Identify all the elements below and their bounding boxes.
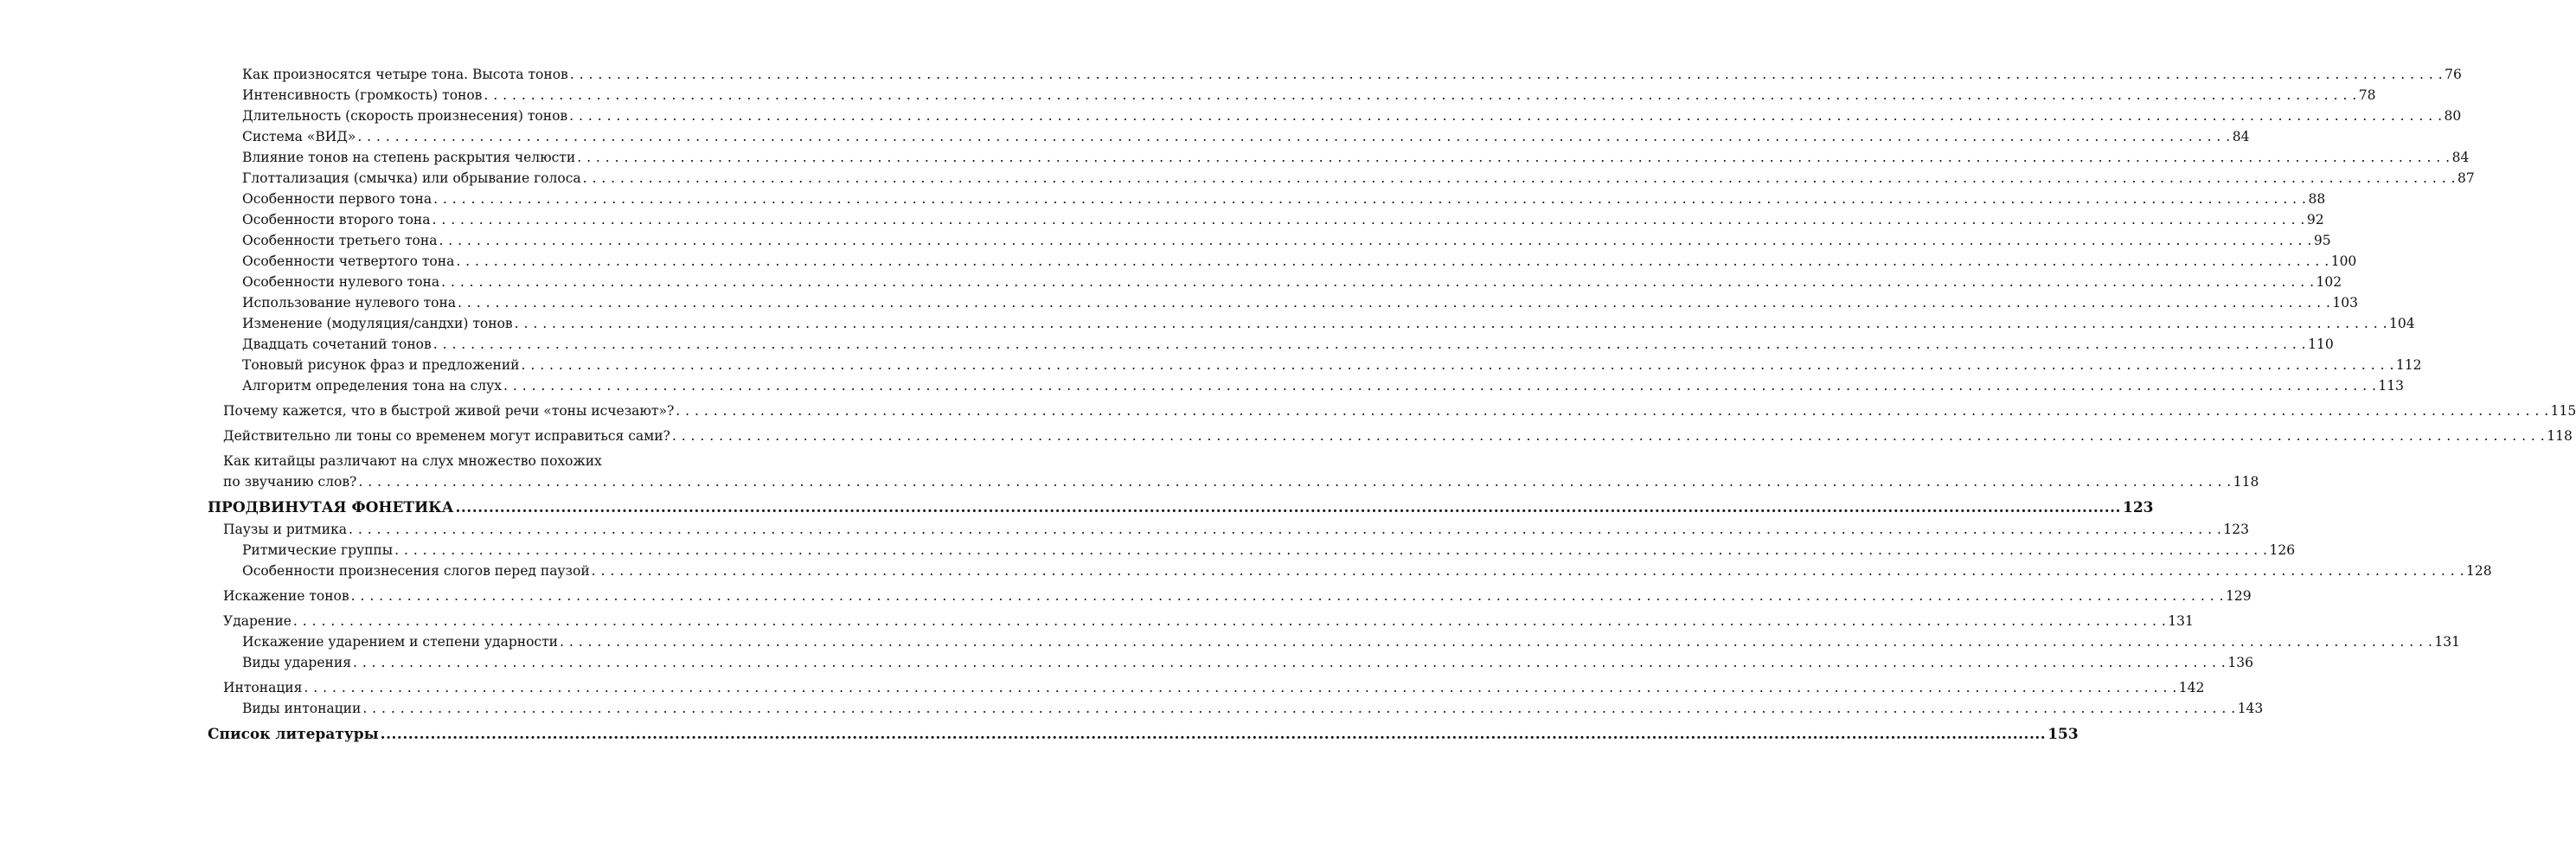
toc-entry-title: Двадцать сочетаний тонов: [242, 336, 432, 352]
toc-entry-page: 143: [2237, 701, 2264, 716]
toc-entry[interactable]: [208, 168, 2475, 189]
toc-entry-title: Особенности нулевого тона: [242, 274, 440, 290]
toc-entry[interactable]: [208, 631, 2460, 652]
toc-entry[interactable]: [208, 313, 2415, 334]
toc-entry-title: Искажение ударением и степени ударности: [242, 634, 558, 650]
toc-entry-title: Влияние тонов на степень раскрытия челюсти: [242, 150, 576, 165]
dot-leader: . . . . . . . . . . . . . . . . . . . . . . . . . . . . . . . . . . . . . . . . . . . . . . . . . . . . . . . . . . . . . . . . . . . . . . . . . . . . . . . . . . . . . . . . . . . . . . . . . . . . . . . . . . . . . . . . . . . . . . . . . . . . . . . . . . . . . . . . . . . . . . . . . . . . . . . . . . . . . . . . . . . . . . . . . . . . . . . . . . . . . . . . . . . . . . . . . . . . . . . .: [484, 87, 2357, 103]
toc-entry[interactable]: [208, 334, 2334, 355]
dot-leader: . . . . . . . . . . . . . . . . . . . . . . . . . . . . . . . . . . . . . . . . . . . . . . . . . . . . . . . . . . . . . . . . . . . . . . . . . . . . . . . . . . . . . . . . . . . . . . . . . . . . . . . . . . . . . . . . . . . . . . . . . . . . . . . . . . . . . . . . . . . . . . . . . . . . . . . . . . . . . . . . . . . . . . . . . . . . . . . . . . . . . . . . . . . . . . . . . . . . . . . .: [350, 588, 2224, 604]
dot-leader: . . . . . . . . . . . . . . . . . . . . . . . . . . . . . . . . . . . . . . . . . . . . . . . . . . . . . . . . . . . . . . . . . . . . . . . . . . . . . . . . . . . . . . . . . . . . . . . . . . . . . . . . . . . . . . . . . . . . . . . . . . . . . . . . . . . . . . . . . . . . . . . . . . . . . . . . . . . . . . . . . . . . . . . . . . . . . . . . . . . . . . . . . . . . . . . . . . . . . . . .: [582, 170, 2456, 186]
dot-leader: . . . . . . . . . . . . . . . . . . . . . . . . . . . . . . . . . . . . . . . . . . . . . . . . . . . . . . . . . . . . . . . . . . . . . . . . . . . . . . . . . . . . . . . . . . . . . . . . . . . . . . . . . . . . . . . . . . . . . . . . . . . . . . . . . . . . . . . . . . . . . . . . . . . . . . . . . . . . . . . . . . . . . . . . . . . . . . . . . . . . . . . . . . . . . . . . . . . . . . . .: [514, 316, 2388, 331]
toc-entry-page: 102: [2316, 274, 2342, 290]
toc-entry-page: 95: [2313, 233, 2331, 248]
toc-entry-title: Паузы и ритмика: [223, 522, 347, 537]
toc-entry-title-line: Как китайцы различают на слух множество похожих: [223, 453, 602, 469]
toc-entry-page: 84: [2451, 150, 2470, 165]
toc-entry-title: по звучанию слов?: [223, 474, 357, 490]
toc-entry-title: Особенности первого тона: [242, 191, 433, 207]
toc-entry-title: Ритмические группы: [242, 542, 394, 558]
toc-entry-title: Виды интонации: [242, 701, 362, 716]
dot-leader: . . . . . . . . . . . . . . . . . . . . . . . . . . . . . . . . . . . . . . . . . . . . . . . . . . . . . . . . . . . . . . . . . . . . . . . . . . . . . . . . . . . . . . . . . . . . . . . . . . . . . . . . . . . . . . . . . . . . . . . . . . . . . . . . . . . . . . . . . . . . . . . . . . . . . . . . . . . . . . . . . . . . . . . . . . . . . . . . . . . . . . . . . . . . . . . . . . . . . . . .: [433, 336, 2307, 352]
toc-entry-page: 112: [2395, 357, 2422, 373]
toc-entry-title: Почему кажется, что в быстрой живой речи «тоны исчезают»?: [223, 403, 675, 419]
dot-leader: . . . . . . . . . . . . . . . . . . . . . . . . . . . . . . . . . . . . . . . . . . . . . . . . . . . . . . . . . . . . . . . . . . . . . . . . . . . . . . . . . . . . . . . . . . . . . . . . . . . . . . . . . . . . . . . . . . . . . . . . . . . . . . . . . . . . . . . . . . . . . . . . . . . . . . . . . . . . . . . . . . . . . . . . . . . . . . . . . . . . . . . . . . . . . . . . . . . . . . . .: [569, 108, 2443, 124]
dot-leader: . . . . . . . . . . . . . . . . . . . . . . . . . . . . . . . . . . . . . . . . . . . . . . . . . . . . . . . . . . . . . . . . . . . . . . . . . . . . . . . . . . . . . . . . . . . . . . . . . . . . . . . . . . . . . . . . . . . . . . . . . . . . . . . . . . . . . . . . . . . . . . . . . . . . . . . . . . . . . . . . . . . . . . . . . . . . . . . . . . . . . . . . . . . . . . . . . . . . . . . .: [521, 357, 2394, 373]
dot-leader: . . . . . . . . . . . . . . . . . . . . . . . . . . . . . . . . . . . . . . . . . . . . . . . . . . . . . . . . . . . . . . . . . . . . . . . . . . . . . . . . . . . . . . . . . . . . . . . . . . . . . . . . . . . . . . . . . . . . . . . . . . . . . . . . . . . . . . . . . . . . . . . . . . . . . . . . . . . . . . . . . . . . . . . . . . . . . . . . . . . . . . . . . . . . . . . . . . . . . . . .: [394, 542, 2268, 558]
toc-entry[interactable]: [208, 426, 2573, 446]
toc-entry-title: Интенсивность (громкость) тонов: [242, 87, 483, 103]
toc-entry-page: 92: [2306, 212, 2324, 227]
dot-leader: ............................................................................................................................................................................................................................................................................................................: [380, 726, 2047, 743]
toc-entry[interactable]: [208, 189, 2326, 209]
toc-entry-title: Как произносятся четыре тона. Высота тонов: [242, 67, 568, 82]
toc-section-entry[interactable]: [208, 723, 2079, 746]
toc-entry-page: 78: [2358, 87, 2376, 103]
toc-entry-page: 88: [2308, 191, 2326, 207]
toc-entry-title: Длительность (скорость произнесения) тонов: [242, 108, 568, 124]
dot-leader: . . . . . . . . . . . . . . . . . . . . . . . . . . . . . . . . . . . . . . . . . . . . . . . . . . . . . . . . . . . . . . . . . . . . . . . . . . . . . . . . . . . . . . . . . . . . . . . . . . . . . . . . . . . . . . . . . . . . . . . . . . . . . . . . . . . . . . . . . . . . . . . . . . . . . . . . . . . . . . . . . . . . . . . . . . . . . . . . . . . . . . . . . . . . . . . . . . . . . . . .: [352, 655, 2227, 670]
toc-entry[interactable]: [208, 126, 2250, 147]
toc-entry-page: 84: [2232, 129, 2250, 144]
toc-entry[interactable]: [208, 147, 2470, 168]
toc-entry-page: 123: [2122, 499, 2154, 516]
toc-entry[interactable]: [208, 400, 2576, 421]
toc-entry-title: Система «ВИД»: [242, 129, 356, 144]
toc-entry[interactable]: [208, 698, 2264, 719]
dot-leader: . . . . . . . . . . . . . . . . . . . . . . . . . . . . . . . . . . . . . . . . . . . . . . . . . . . . . . . . . . . . . . . . . . . . . . . . . . . . . . . . . . . . . . . . . . . . . . . . . . . . . . . . . . . . . . . . . . . . . . . . . . . . . . . . . . . . . . . . . . . . . . . . . . . . . . . . . . . . . . . . . . . . . . . . . . . . . . . . . . . . . . . . . . . . . . . . . . . . . . . .: [441, 274, 2315, 290]
toc-entry[interactable]: [208, 85, 2376, 106]
dot-leader: . . . . . . . . . . . . . . . . . . . . . . . . . . . . . . . . . . . . . . . . . . . . . . . . . . . . . . . . . . . . . . . . . . . . . . . . . . . . . . . . . . . . . . . . . . . . . . . . . . . . . . . . . . . . . . . . . . . . . . . . . . . . . . . . . . . . . . . . . . . . . . . . . . . . . . . . . . . . . . . . . . . . . . . . . . . . . . . . . . . . . . . . . . . . . . . . . . . . . . . .: [349, 522, 2222, 537]
toc-entry[interactable]: [208, 677, 2205, 698]
toc-entry[interactable]: [208, 561, 2492, 581]
toc-entry[interactable]: [208, 292, 2359, 313]
toc-entry-title: ПРОДВИНУТАЯ ФОНЕТИКА: [208, 499, 454, 516]
dot-leader: . . . . . . . . . . . . . . . . . . . . . . . . . . . . . . . . . . . . . . . . . . . . . . . . . . . . . . . . . . . . . . . . . . . . . . . . . . . . . . . . . . . . . . . . . . . . . . . . . . . . . . . . . . . . . . . . . . . . . . . . . . . . . . . . . . . . . . . . . . . . . . . . . . . . . . . . . . . . . . . . . . . . . . . . . . . . . . . . . . . . . . . . . . . . . . . . . . . . . . . .: [569, 67, 2444, 82]
toc-entry-page: 118: [2233, 474, 2259, 490]
toc-entry-page: 129: [2226, 588, 2252, 604]
toc-entry-title: Виды ударения: [242, 655, 351, 670]
toc-entry-page: 110: [2308, 336, 2334, 352]
toc-entry[interactable]: [208, 519, 2249, 540]
toc-entry-page: 153: [2047, 726, 2079, 743]
toc-entry-title: Ударение: [223, 613, 292, 629]
toc-entry[interactable]: [208, 355, 2422, 375]
toc-entry-title: Интонация: [223, 680, 303, 695]
toc-entry-title: Изменение (модуляция/сандхи) тонов: [242, 316, 513, 331]
toc-entry-title: Особенности произнесения слогов перед паузой: [242, 563, 590, 579]
toc-entry[interactable]: [208, 540, 2296, 561]
toc-entry-page: 142: [2178, 680, 2205, 695]
toc-entry-title: Особенности третьего тона: [242, 233, 438, 248]
dot-leader: . . . . . . . . . . . . . . . . . . . . . . . . . . . . . . . . . . . . . . . . . . . . . . . . . . . . . . . . . . . . . . . . . . . . . . . . . . . . . . . . . . . . . . . . . . . . . . . . . . . . . . . . . . . . . . . . . . . . . . . . . . . . . . . . . . . . . . . . . . . . . . . . . . . . . . . . . . . . . . . . . . . . . . . . . . . . . . . . . . . . . . . . . . . . . . . . . . . . . . . .: [503, 378, 2377, 394]
dot-leader: ............................................................................................................................................................................................................................................................................................................: [455, 499, 2121, 516]
dot-leader: . . . . . . . . . . . . . . . . . . . . . . . . . . . . . . . . . . . . . . . . . . . . . . . . . . . . . . . . . . . . . . . . . . . . . . . . . . . . . . . . . . . . . . . . . . . . . . . . . . . . . . . . . . . . . . . . . . . . . . . . . . . . . . . . . . . . . . . . . . . . . . . . . . . . . . . . . . . . . . . . . . . . . . . . . . . . . . . . . . . . . . . . . . . . . . . . . . . . . . . .: [358, 474, 2232, 490]
toc-entry-page: 104: [2389, 316, 2415, 331]
toc-entry[interactable]: [208, 209, 2324, 230]
toc-entry[interactable]: [208, 652, 2253, 673]
toc-entry[interactable]: [208, 251, 2357, 272]
toc-entry[interactable]: [208, 451, 2259, 492]
dot-leader: . . . . . . . . . . . . . . . . . . . . . . . . . . . . . . . . . . . . . . . . . . . . . . . . . . . . . . . . . . . . . . . . . . . . . . . . . . . . . . . . . . . . . . . . . . . . . . . . . . . . . . . . . . . . . . . . . . . . . . . . . . . . . . . . . . . . . . . . . . . . . . . . . . . . . . . . . . . . . . . . . . . . . . . . . . . . . . . . . . . . . . . . . . . . . . . . . . . . . . . .: [577, 150, 2451, 165]
toc-entry[interactable]: [208, 611, 2194, 631]
toc-entry[interactable]: [208, 586, 2252, 606]
toc-entry[interactable]: [208, 230, 2331, 251]
toc-entry-page: 103: [2332, 295, 2359, 311]
toc-entry[interactable]: [208, 375, 2404, 396]
dot-leader: . . . . . . . . . . . . . . . . . . . . . . . . . . . . . . . . . . . . . . . . . . . . . . . . . . . . . . . . . . . . . . . . . . . . . . . . . . . . . . . . . . . . . . . . . . . . . . . . . . . . . . . . . . . . . . . . . . . . . . . . . . . . . . . . . . . . . . . . . . . . . . . . . . . . . . . . . . . . . . . . . . . . . . . . . . . . . . . . . . . . . . . . . . . . . . . . . . . . . . . .: [591, 563, 2465, 579]
toc-entry-page: 131: [2434, 634, 2460, 650]
toc-entry-title: Особенности второго тона: [242, 212, 431, 227]
dot-leader: . . . . . . . . . . . . . . . . . . . . . . . . . . . . . . . . . . . . . . . . . . . . . . . . . . . . . . . . . . . . . . . . . . . . . . . . . . . . . . . . . . . . . . . . . . . . . . . . . . . . . . . . . . . . . . . . . . . . . . . . . . . . . . . . . . . . . . . . . . . . . . . . . . . . . . . . . . . . . . . . . . . . . . . . . . . . . . . . . . . . . . . . . . . . . . . . . . . . . . . .: [362, 701, 2236, 716]
dot-leader: . . . . . . . . . . . . . . . . . . . . . . . . . . . . . . . . . . . . . . . . . . . . . . . . . . . . . . . . . . . . . . . . . . . . . . . . . . . . . . . . . . . . . . . . . . . . . . . . . . . . . . . . . . . . . . . . . . . . . . . . . . . . . . . . . . . . . . . . . . . . . . . . . . . . . . . . . . . . . . . . . . . . . . . . . . . . . . . . . . . . . . . . . . . . . . . . . . . . . . . .: [432, 212, 2305, 227]
dot-leader: . . . . . . . . . . . . . . . . . . . . . . . . . . . . . . . . . . . . . . . . . . . . . . . . . . . . . . . . . . . . . . . . . . . . . . . . . . . . . . . . . . . . . . . . . . . . . . . . . . . . . . . . . . . . . . . . . . . . . . . . . . . . . . . . . . . . . . . . . . . . . . . . . . . . . . . . . . . . . . . . . . . . . . . . . . . . . . . . . . . . . . . . . . . . . . . . . . . . . . . .: [433, 191, 2307, 207]
toc-entry[interactable]: [208, 106, 2462, 126]
toc-entry[interactable]: [208, 471, 2259, 492]
toc-entry-page: 131: [2168, 613, 2194, 629]
toc-entry-page: 100: [2330, 253, 2357, 269]
toc-entry[interactable]: [208, 64, 2462, 85]
toc-entry-title: Использование нулевого тона: [242, 295, 457, 311]
table-of-contents: [208, 64, 2576, 746]
dot-leader: . . . . . . . . . . . . . . . . . . . . . . . . . . . . . . . . . . . . . . . . . . . . . . . . . . . . . . . . . . . . . . . . . . . . . . . . . . . . . . . . . . . . . . . . . . . . . . . . . . . . . . . . . . . . . . . . . . . . . . . . . . . . . . . . . . . . . . . . . . . . . . . . . . . . . . . . . . . . . . . . . . . . . . . . . . . . . . . . . . . . . . . . . . . . . . . . . . . . . . . .: [292, 613, 2167, 629]
toc-entry-page: 113: [2378, 378, 2404, 394]
toc-entry-page: 80: [2444, 108, 2462, 124]
dot-leader: . . . . . . . . . . . . . . . . . . . . . . . . . . . . . . . . . . . . . . . . . . . . . . . . . . . . . . . . . . . . . . . . . . . . . . . . . . . . . . . . . . . . . . . . . . . . . . . . . . . . . . . . . . . . . . . . . . . . . . . . . . . . . . . . . . . . . . . . . . . . . . . . . . . . . . . . . . . . . . . . . . . . . . . . . . . . . . . . . . . . . . . . . . . . . . . . . . . . . . . .: [458, 295, 2331, 311]
toc-entry-page: 136: [2227, 655, 2253, 670]
toc-entry[interactable]: [208, 272, 2342, 292]
dot-leader: . . . . . . . . . . . . . . . . . . . . . . . . . . . . . . . . . . . . . . . . . . . . . . . . . . . . . . . . . . . . . . . . . . . . . . . . . . . . . . . . . . . . . . . . . . . . . . . . . . . . . . . . . . . . . . . . . . . . . . . . . . . . . . . . . . . . . . . . . . . . . . . . . . . . . . . . . . . . . . . . . . . . . . . . . . . . . . . . . . . . . . . . . . . . . . . . . . . . . . . .: [357, 129, 2231, 144]
toc-entry-page: 76: [2445, 67, 2462, 82]
toc-section-entry[interactable]: [208, 497, 2154, 519]
toc-entry-title: Алгоритм определения тона на слух: [242, 378, 503, 394]
toc-entry-page: 126: [2269, 542, 2296, 558]
toc-entry-page: 118: [2547, 428, 2573, 444]
toc-entry-title: Глоттализация (смычка) или обрывание голоса: [242, 170, 581, 186]
dot-leader: . . . . . . . . . . . . . . . . . . . . . . . . . . . . . . . . . . . . . . . . . . . . . . . . . . . . . . . . . . . . . . . . . . . . . . . . . . . . . . . . . . . . . . . . . . . . . . . . . . . . . . . . . . . . . . . . . . . . . . . . . . . . . . . . . . . . . . . . . . . . . . . . . . . . . . . . . . . . . . . . . . . . . . . . . . . . . . . . . . . . . . . . . . . . . . . . . . . . . . . .: [304, 680, 2177, 695]
toc-entry-page: 87: [2457, 170, 2475, 186]
toc-entry-title: Список литературы: [208, 726, 379, 743]
toc-entry-page: 128: [2466, 563, 2492, 579]
dot-leader: . . . . . . . . . . . . . . . . . . . . . . . . . . . . . . . . . . . . . . . . . . . . . . . . . . . . . . . . . . . . . . . . . . . . . . . . . . . . . . . . . . . . . . . . . . . . . . . . . . . . . . . . . . . . . . . . . . . . . . . . . . . . . . . . . . . . . . . . . . . . . . . . . . . . . . . . . . . . . . . . . . . . . . . . . . . . . . . . . . . . . . . . . . . . . . . . . . . . . . . .: [456, 253, 2329, 269]
dot-leader: . . . . . . . . . . . . . . . . . . . . . . . . . . . . . . . . . . . . . . . . . . . . . . . . . . . . . . . . . . . . . . . . . . . . . . . . . . . . . . . . . . . . . . . . . . . . . . . . . . . . . . . . . . . . . . . . . . . . . . . . . . . . . . . . . . . . . . . . . . . . . . . . . . . . . . . . . . . . . . . . . . . . . . . . . . . . . . . . . . . . . . . . . . . . . . . . . . . . . . . .: [439, 233, 2312, 248]
toc-entry-title: Тоновый рисунок фраз и предложений: [242, 357, 520, 373]
dot-leader: . . . . . . . . . . . . . . . . . . . . . . . . . . . . . . . . . . . . . . . . . . . . . . . . . . . . . . . . . . . . . . . . . . . . . . . . . . . . . . . . . . . . . . . . . . . . . . . . . . . . . . . . . . . . . . . . . . . . . . . . . . . . . . . . . . . . . . . . . . . . . . . . . . . . . . . . . . . . . . . . . . . . . . . . . . . . . . . . . . . . . . . . . . . . . . . . . . . . . . . .: [671, 428, 2546, 444]
toc-entry-page: 115: [2550, 403, 2576, 419]
toc-entry-page: 123: [2223, 522, 2249, 537]
dot-leader: . . . . . . . . . . . . . . . . . . . . . . . . . . . . . . . . . . . . . . . . . . . . . . . . . . . . . . . . . . . . . . . . . . . . . . . . . . . . . . . . . . . . . . . . . . . . . . . . . . . . . . . . . . . . . . . . . . . . . . . . . . . . . . . . . . . . . . . . . . . . . . . . . . . . . . . . . . . . . . . . . . . . . . . . . . . . . . . . . . . . . . . . . . . . . . . . . . . . . . . .: [560, 634, 2433, 650]
toc-entry-title: Искажение тонов: [223, 588, 349, 604]
dot-leader: . . . . . . . . . . . . . . . . . . . . . . . . . . . . . . . . . . . . . . . . . . . . . . . . . . . . . . . . . . . . . . . . . . . . . . . . . . . . . . . . . . . . . . . . . . . . . . . . . . . . . . . . . . . . . . . . . . . . . . . . . . . . . . . . . . . . . . . . . . . . . . . . . . . . . . . . . . . . . . . . . . . . . . . . . . . . . . . . . . . . . . . . . . . . . . . . . . . . . . . .: [676, 403, 2549, 419]
toc-entry-title: Действительно ли тоны со временем могут исправиться сами?: [223, 428, 670, 444]
toc-entry-title: Особенности четвертого тона: [242, 253, 455, 269]
